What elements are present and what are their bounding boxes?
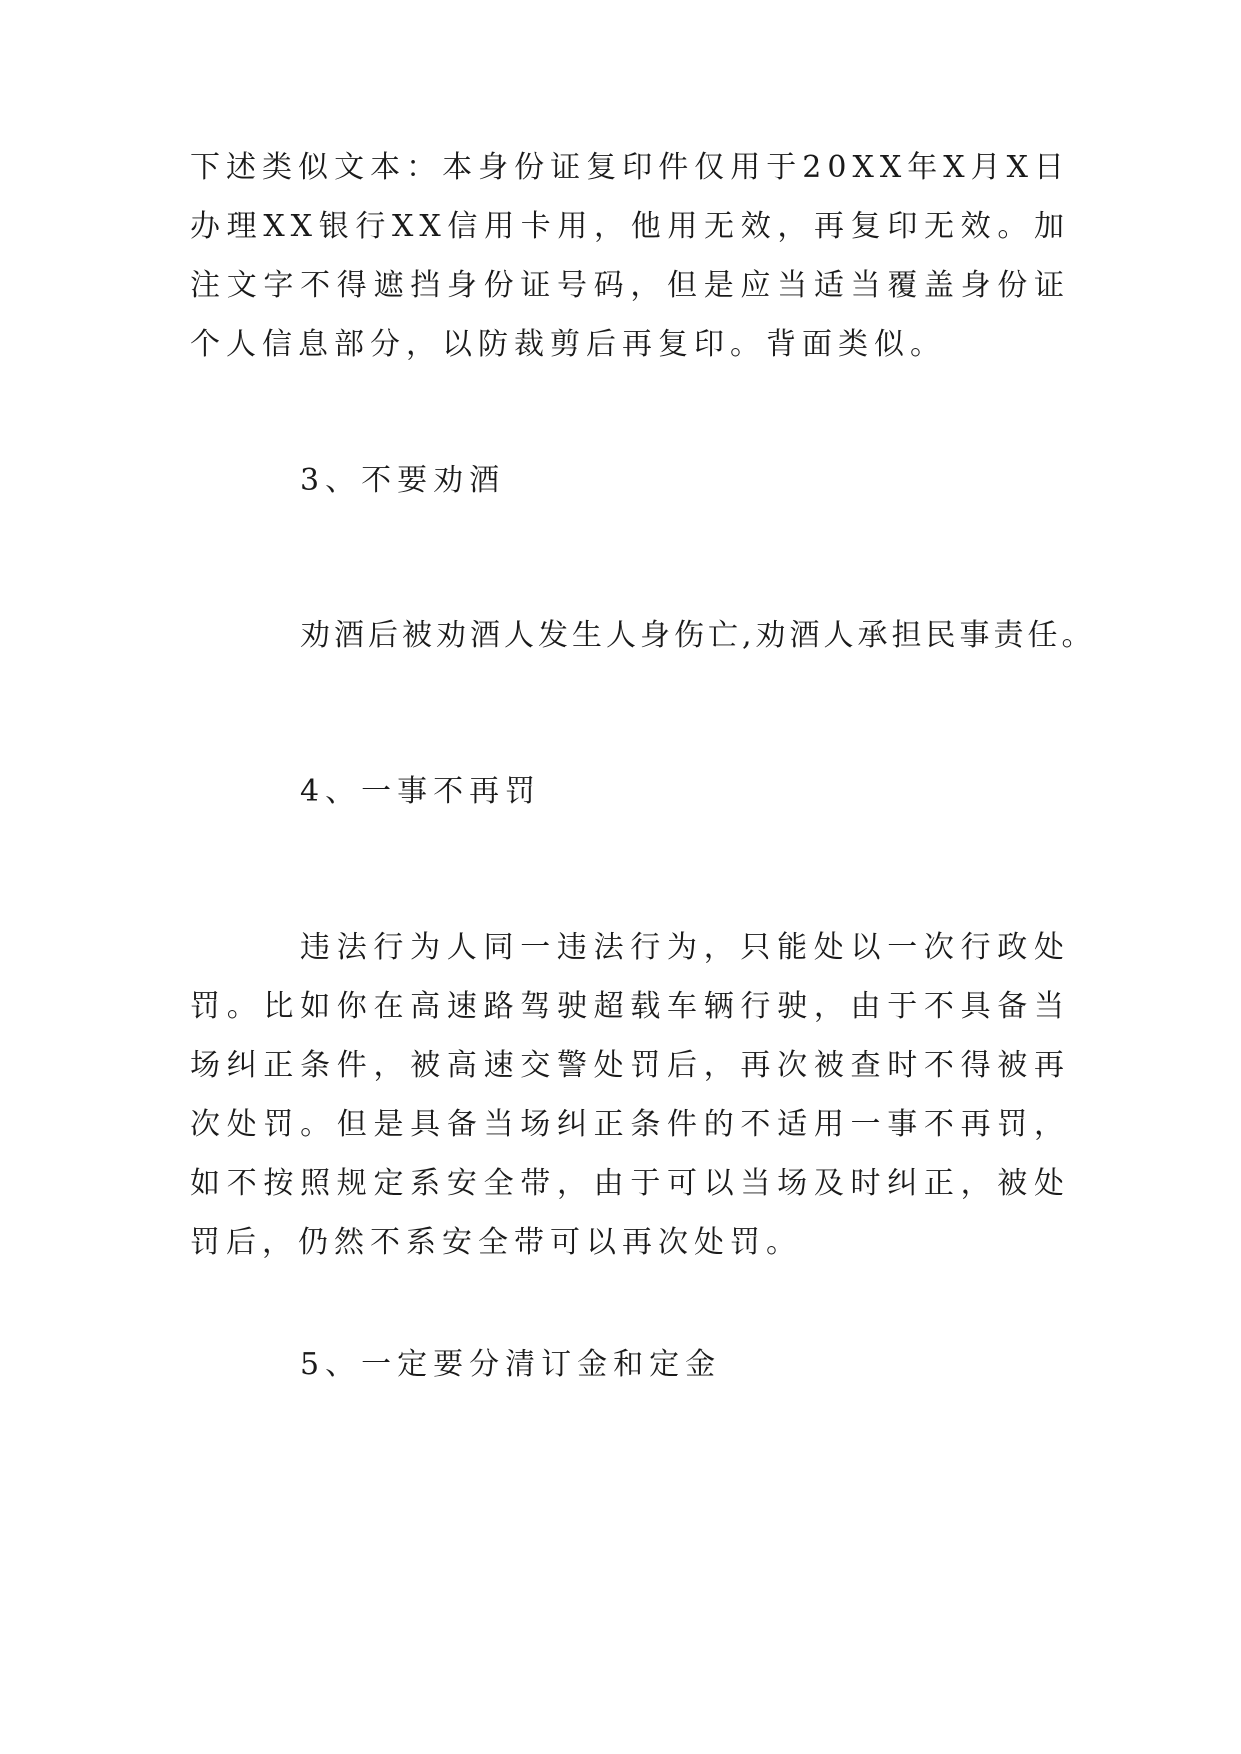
- heading-no-double-penalty: 4、一事不再罚: [300, 774, 542, 809]
- heading-deposit-distinction: 5、一定要分清订金和定金: [300, 1347, 722, 1382]
- paragraph-persuade-drinking-liability: 劝酒后被劝酒人发生人身伤亡,劝酒人承担民事责任。: [300, 618, 1096, 653]
- paragraph-id-copy-note: 下述类似文本：本身份证复印件仅用于20XX年X月X日办理XX银行XX信用卡用，他用无效，再复印无效。加注文字不得遮挡身份证号码，但是应当适当覆盖身份证个人信息部分，以防裁剪后再复印。背面类似。: [190, 150, 1070, 362]
- heading-no-persuade-drinking: 3、不要劝酒: [300, 463, 506, 498]
- paragraph-double-penalty-explanation: 违法行为人同一违法行为，只能处以一次行政处罚。比如你在高速路驾驶超载车辆行驶，由于不具备当场纠正条件，被高速交警处罚后，再次被查时不得被再次处罚。但是具备当场纠正条件的不适用一事不再罚，如不按照规定系安全带，由于可以当场及时纠正，被处罚后，仍然不系安全带可以再次处罚。: [190, 930, 1070, 1260]
